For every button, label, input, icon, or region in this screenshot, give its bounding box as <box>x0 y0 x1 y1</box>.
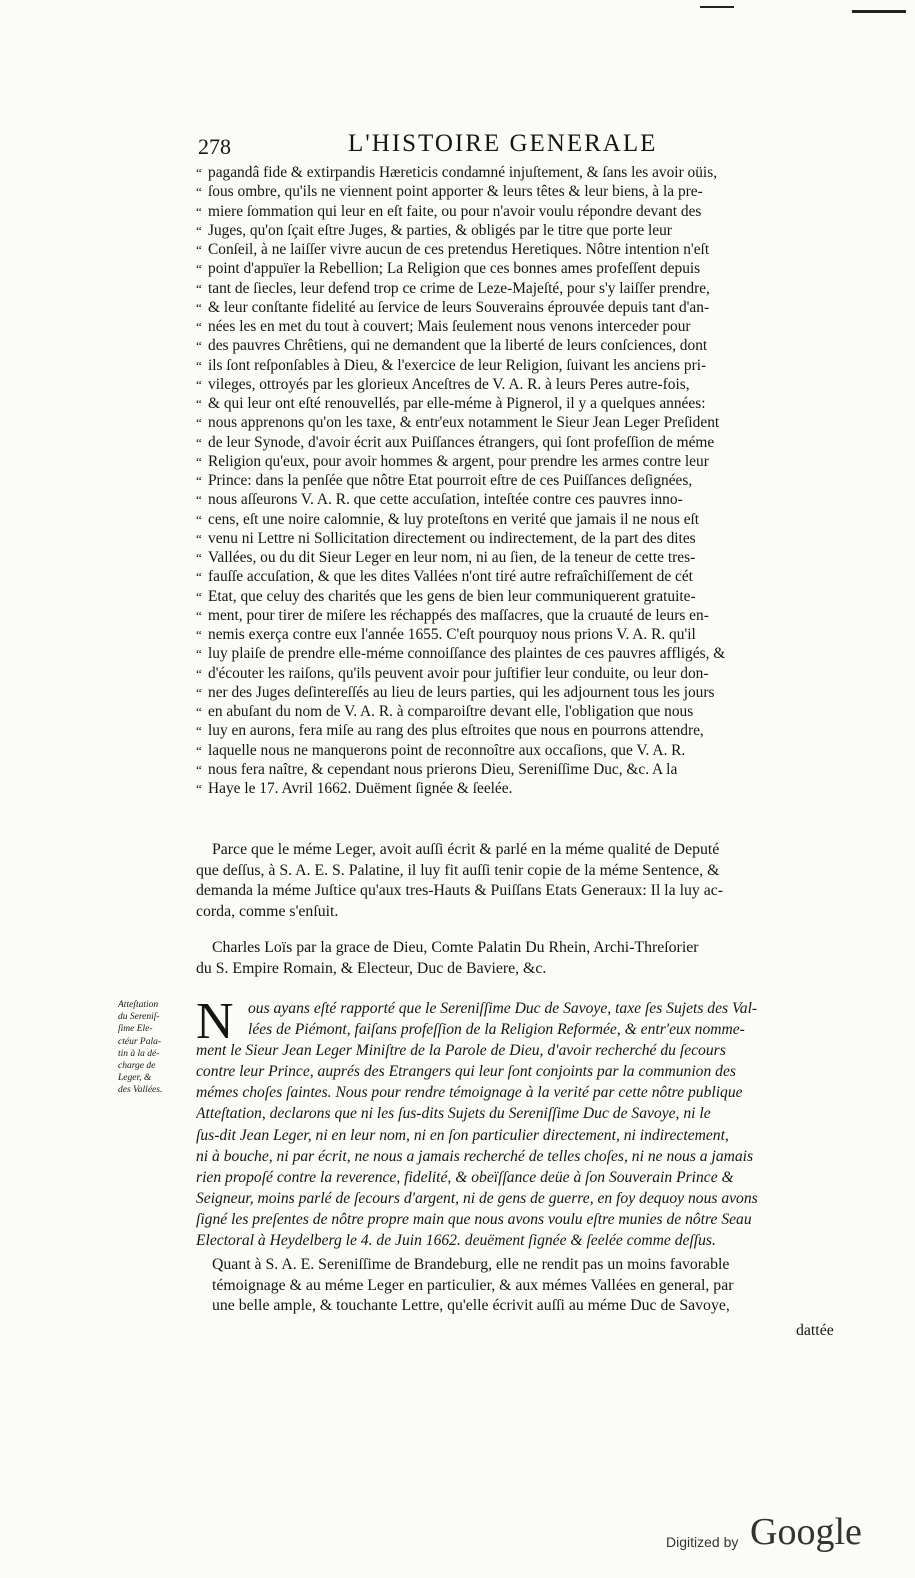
text-line: ctéur Pala- <box>118 1036 162 1047</box>
text-line: “ nemis exerça contre eux l'année 1655. C'eſt pourquoy nous prions V. A. R. qu'il <box>196 625 846 644</box>
text-line: du Sereniſ- <box>118 1012 160 1023</box>
text-line: ment le Sieur Jean Leger Miniſtre de la Parole de Dieu, d'avoir recherché du ſecours <box>196 1042 726 1060</box>
text-line: témoignage & au méme Leger en particulier, & aux mémes Vallées en general, par <box>212 1276 734 1294</box>
page-header <box>198 130 838 164</box>
digitized-label: Digitized by <box>666 1534 739 1550</box>
text-line: Quant à S. A. E. Sereniſſime de Brandeburg, elle ne rendit pas un moins favorable <box>212 1256 730 1273</box>
quoted-letter <box>196 163 846 798</box>
text-line: “ Etat, que celuy des charités que les gens de bien leur communiquerent gratuite- <box>196 587 846 606</box>
text-line: une belle ample, & touchante Lettre, qu'elle écrivit auſſi au méme Duc de Savoye, <box>212 1297 730 1314</box>
text-line: “ nous apprenons qu'on les taxe, & entr'eux notamment le Sieur Jean Leger Preſident <box>196 413 846 432</box>
text-line: “ & leur conſtante fidelité au ſervice de leurs Souverains éprouvée depuis tant d'an- <box>196 298 846 317</box>
catchword: dattée <box>796 1322 834 1339</box>
text-line: ſigné les preſentes de nôtre propre main que nous avons voulu eſtre munies de nôtre Seau <box>196 1210 752 1228</box>
text-line: Leger, & <box>118 1073 152 1084</box>
text-line: “ Prince: dans la penſée que nôtre Etat pourroit eſtre de ces Puiſſances deſignées, <box>196 471 846 490</box>
text-line: corda, comme s'enſuit. <box>196 902 339 920</box>
text-line: “ d'écouter les raiſons, qu'ils peuvent avoir pour juſtifier leur conduite, ou leur don- <box>196 664 846 683</box>
running-title: L'HISTOIRE GENERALE <box>348 130 658 157</box>
text-line: “ nous aſſeurons V. A. R. que cette accuſation, inteſtée contre ces pauvres inno- <box>196 490 846 509</box>
page-number: 278 <box>198 134 231 159</box>
text-line: Atteſtation <box>118 1000 159 1010</box>
text-line: “ ils ſont reſponſables à Dieu, & l'exercice de leur Religion, ſuivant les anciens pri- <box>196 356 846 375</box>
text-line: “ cens, eſt une noire calomnie, & luy proteſtons en verité que jamais il ne nous eſt <box>196 510 846 529</box>
text-line: “ Haye le 17. Avril 1662. Duëment ſignée & ſeelée. <box>196 779 846 798</box>
text-line: des Vallées. <box>118 1085 163 1096</box>
text-line: demanda la méme Juſtice qu'aux tres-Hauts & Puiſſans Etats Generaux: Il la luy ac- <box>196 882 724 899</box>
text-line: “ Juges, qu'on ſçait eſtre Juges, & parties, & obligés par le titre que porte leur <box>196 221 846 240</box>
text-line: “ Vallées, ou du dit Sieur Leger en leur nom, ni au ſien, de la teneur de cette tres- <box>196 548 846 567</box>
drop-cap: N <box>196 993 234 1050</box>
text-line: ous ayans eſté rapporté que le Sereniſſime Duc de Savoye, taxe ſes Sujets des Val- <box>248 1000 758 1017</box>
text-line: “ Conſeil, à ne laiſſer vivre aucun de ces pretendus Heretiques. Nôtre intention n'eſt <box>196 240 846 259</box>
text-line: “ ner des Juges deſintereſſés au lieu de leurs parties, qui les adjournent tous les jours <box>196 683 846 702</box>
digitized-footer <box>666 1510 886 1560</box>
text-line: “ pagandâ fide & extirpandis Hæreticis condamné injuſtement, & ſans les avoir oüis, <box>196 163 846 182</box>
google-logo: Google <box>750 1511 862 1553</box>
text-line: “ point d'appuïer la Rebellion; La Religion que ces bonnes ames profeſſent depuis <box>196 259 846 278</box>
text-line: “ nous fera naître, & cependant nous prierons Dieu, Sereniſſime Duc, &c. A la <box>196 760 846 779</box>
text-line: “ de leur Synode, d'avoir écrit aux Puiſſances étrangers, qui ſont profeſſion de méme <box>196 433 846 452</box>
text-line: Electoral à Heydelberg le 4. de Juin 1662. deuëment ſignée & ſeelée comme deſſus. <box>196 1232 716 1250</box>
text-line: Charles Loïs par la grace de Dieu, Comte Palatin Du Rhein, Archi-Threſorier <box>212 939 699 956</box>
text-line: ſus-dit Jean Leger, ni en leur nom, ni en ſon particulier directement, ni indirectement, <box>196 1126 729 1144</box>
attestation-text <box>196 993 846 1251</box>
text-line: ni à bouche, ni par écrit, ne nous a jamais recherché de telles choſes, ni ne nous a jamais <box>196 1147 754 1165</box>
text-line: contre leur Prince, auprés des Etrangers qui leur ſont conjoints par la communion des <box>196 1063 736 1081</box>
scan-artifact <box>852 10 906 13</box>
text-line: “ venu ni Lettre ni Sollicitation directement ou indirectement, de la part des dites <box>196 529 846 548</box>
text-line: “ vileges, ottroyés par les glorieux Anceſtres de V. A. R. à leurs Peres autre-fois, <box>196 375 846 394</box>
text-line: ſime Ele- <box>118 1024 153 1035</box>
text-line: lées de Piémont, faiſans profeſſion de la Religion Reformée, & entr'eux nomme- <box>248 1021 745 1039</box>
text-line: rien propoſé contre la reverence, fidelité, & obeïſſance deüe à ſon Souverain Prince & <box>196 1168 734 1186</box>
scan-artifact <box>700 6 734 8</box>
text-line: “ tant de ſiecles, leur defend trop ce crime de Leze-Majeſté, pour s'y laiſſer prendre, <box>196 279 846 298</box>
margin-note <box>118 999 194 1097</box>
text-line: Parce que le méme Leger, avoit auſſi écrit & parlé en la méme qualité de Deputé <box>212 841 720 858</box>
text-line: “ laquelle nous ne manquerons point de reconnoître aux occaſions, que V. A. R. <box>196 741 846 760</box>
text-line: “ des pauvres Chrêtiens, qui ne demandent que la liberté de leurs conſciences, dont <box>196 336 846 355</box>
text-line: charge de <box>118 1061 156 1072</box>
text-line: du S. Empire Romain, & Electeur, Duc de Baviere, &c. <box>196 959 547 977</box>
text-line: “ fauſſe accuſation, & que les dites Vallées n'ont tiré autre refraîchiſſement de cét <box>196 567 846 586</box>
text-line: mémes choſes ſaintes. Nous pour rendre témoignage à la verité par cette nôtre publique <box>196 1084 743 1102</box>
text-line: “ & qui leur ont eſté renouvellés, par elle-méme à Pignerol, il y a quelques années: <box>196 394 846 413</box>
paragraph-charles-lois <box>196 938 842 979</box>
text-line: que deſſus, à S. A. E. S. Palatine, il luy fit auſſi tenir copie de la méme Sentence, & <box>196 861 720 879</box>
text-line: “ en abuſant du nom de V. A. R. à comparoiſtre devant elle, l'obligation que nous <box>196 702 846 721</box>
text-line: “ luy en aurons, fera miſe au rang des plus eſtroites que nous en pourrons attendre, <box>196 721 846 740</box>
text-line: “ nées les en met du tout à couvert; Mais ſeulement nous venons interceder pour <box>196 317 846 336</box>
text-line: “ ment, pour tirer de miſere les réchappés des maſſacres, que la cruauté de leurs en- <box>196 606 846 625</box>
paragraph-brandeburg <box>212 1255 842 1317</box>
text-line: “ ſous ombre, qu'ils ne viennent point apporter & leurs têtes & leur biens, à la pre- <box>196 182 846 201</box>
text-line: Atteſtation, declarons que ni les ſus-dits Sujets du Sereniſſime Duc de Savoye, ni le <box>196 1105 711 1123</box>
text-line: “ Religion qu'eux, pour avoir hommes & argent, pour prendre les armes contre leur <box>196 452 846 471</box>
text-line: “ miere ſommation qui leur en eſt faite, ou pour n'avoir voulu répondre devant des <box>196 202 846 221</box>
paragraph-deputy <box>196 840 842 922</box>
text-line: “ luy plaiſe de prendre elle-méme connoiſſance des plaintes de ces pauvres affligés, & <box>196 644 846 663</box>
text-line: tin à la dé- <box>118 1048 160 1059</box>
text-line: Seigneur, moins parlé de ſecours d'argent, ni de gens de guerre, en foy dequoy nous avons <box>196 1189 758 1207</box>
